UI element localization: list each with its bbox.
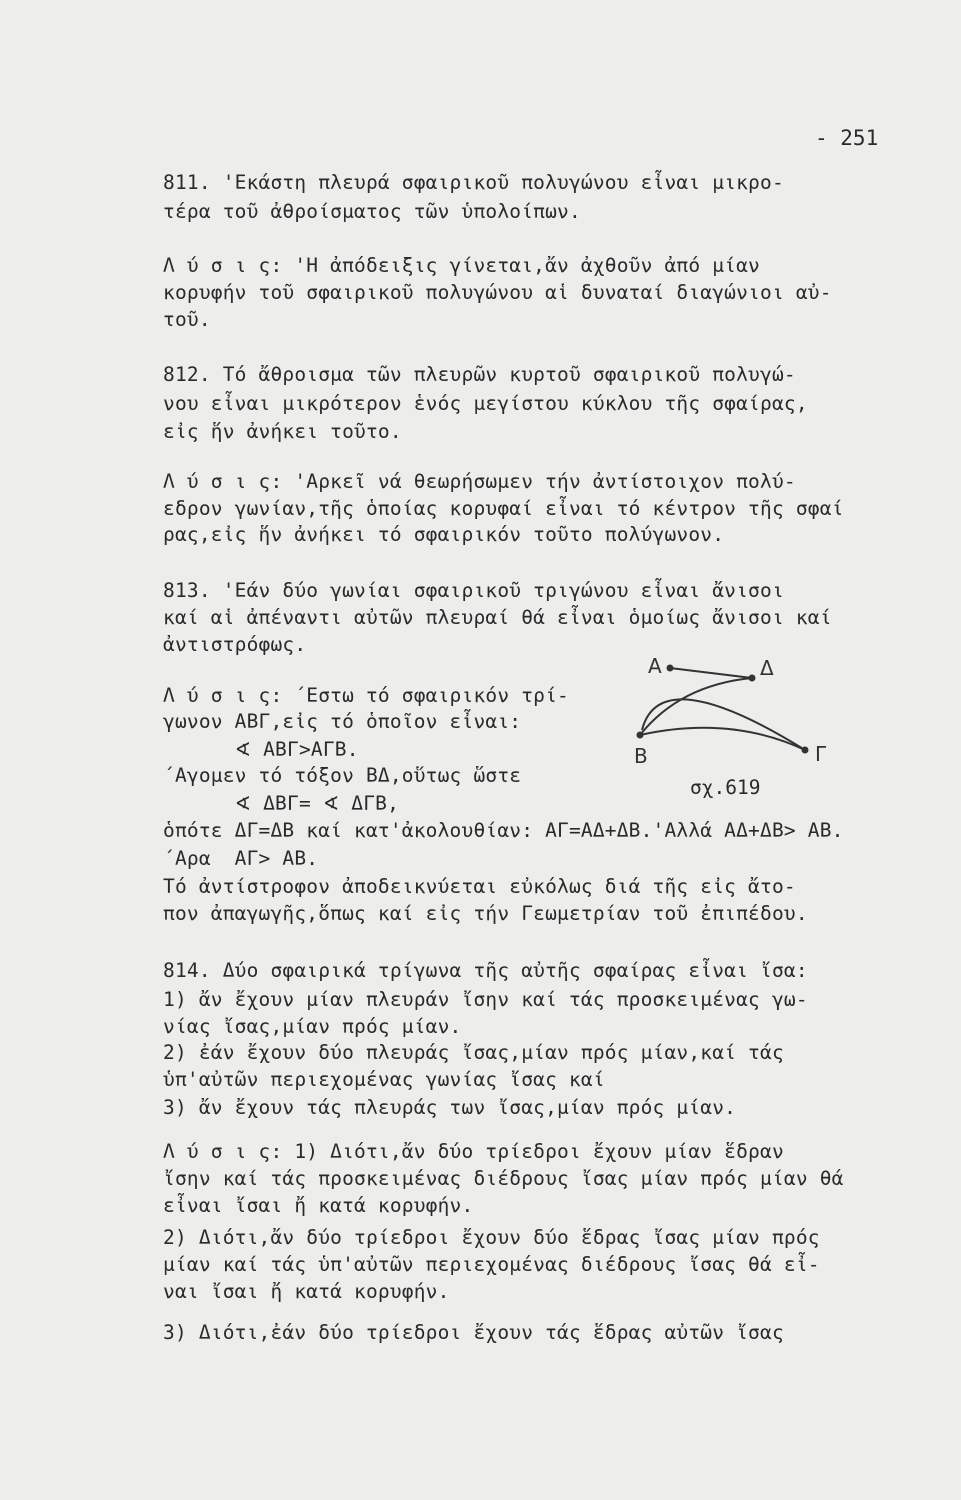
label-a: Α: [648, 655, 662, 678]
arc-bg: [640, 728, 805, 750]
text-line: εδρον γωνίαν,τῆς ὁποίας κορυφαί εἶναι τό κέντρον τῆς σφαί: [163, 497, 844, 520]
text-line: 1) ἄν ἔχουν μίαν πλευράν ἴσην καί τάς προσκειμένας γω-: [163, 988, 808, 1011]
label-b: Β: [634, 744, 648, 768]
text-line: τέρα τοῦ ἀθροίσματος τῶν ὑπολοίπων.: [163, 200, 581, 223]
text-line: Τό ἀντίστροφον ἀποδεικνύεται εὐκόλως διά τῆς εἰς ἄτο-: [163, 875, 796, 898]
text-line: 2) Διότι,ἄν δύο τρίεδροι ἔχουν δύο ἕδρας ἴσας μίαν πρός: [163, 1226, 820, 1249]
text-line: εἶναι ἴσαι ἤ κατά κορυφήν.: [163, 1194, 474, 1217]
text-line: Λ ύ σ ι ς: 'Η ἀπόδειξις γίνεται,ἄν ἀχθοῦν ἀπό μίαν: [163, 254, 760, 277]
text-line: ναι ἴσαι ἤ κατά κορυφήν.: [163, 1280, 450, 1303]
text-line: Λ ύ σ ι ς: 'Αρκεῖ νά θεωρήσωμεν τήν ἀντίστοιχον πολύ-: [163, 470, 796, 493]
text-line: ∢ ΑΒΓ>ΑΓΒ.: [163, 738, 359, 761]
text-line: γωνον ΑΒΓ,εἰς τό ὁποῖον εἶναι:: [163, 710, 522, 733]
text-line: ∢ ΔΒΓ= ∢ ΔΓΒ,: [163, 792, 400, 815]
text-line: ὑπ'αὐτῶν περιεχομένας γωνίας ἴσας καί: [163, 1068, 605, 1091]
text-line: 813. 'Εάν δύο γωνίαι σφαιρικοῦ τριγώνου εἶναι ἄνισοι: [163, 579, 784, 602]
text-line: ΄Αγομεν τό τόξον ΒΔ,οὕτως ὥστε: [163, 764, 522, 787]
text-line: νου εἶναι μικρότερον ἑνός μεγίστου κύκλου τῆς σφαίρας,: [163, 392, 808, 415]
figure-caption: σχ.619: [690, 776, 761, 799]
text-line: Λ ύ σ ι ς: ΄Εστω τό σφαιρικόν τρί-: [163, 684, 569, 707]
text-line: ρας,εἰς ἥν ἀνήκει τό σφαιρικόν τοῦτο πολύγωνον.: [163, 523, 725, 546]
text-line: ἴσην καί τάς προσκειμένας διέδρους ἴσας μίαν πρός μίαν θά: [163, 1167, 844, 1190]
text-line: ὁπότε ΔΓ=ΔΒ καί κατ'ἀκολουθίαν: ΑΓ=ΑΔ+ΔΒ.'Αλλά ΑΔ+ΔΒ> ΑΒ.: [163, 819, 844, 842]
point-a: [667, 665, 674, 672]
text-line: Λ ύ σ ι ς: 1) Διότι,ἄν δύο τρίεδροι ἔχουν μίαν ἕδραν: [163, 1140, 784, 1163]
text-line: μίαν καί τάς ὑπ'αὐτῶν περιεχομένας διέδρους ἴσας θά εἶ-: [163, 1253, 820, 1276]
text-line: 811. 'Εκάστη πλευρά σφαιρικοῦ πολυγώνου εἶναι μικρο-: [163, 171, 784, 194]
label-g: Γ: [815, 742, 827, 766]
label-d: Δ: [760, 656, 774, 680]
text-line: 812. Τό ἄθροισμα τῶν πλευρῶν κυρτοῦ σφαιρικοῦ πολυγώ-: [163, 363, 796, 386]
page-number: - 251: [815, 126, 879, 150]
spherical-triangle-figure: [620, 655, 860, 780]
text-line: νίας ἴσας,μίαν πρός μίαν.: [163, 1015, 462, 1038]
text-line: τοῦ.: [163, 308, 211, 331]
point-b: [637, 732, 644, 739]
point-d: [749, 675, 756, 682]
point-g: [802, 747, 809, 754]
text-line: ἀντιστρόφως.: [163, 633, 307, 656]
text-line: 814. Δύο σφαιρικά τρίγωνα τῆς αὐτῆς σφαίρας εἶναι ἴσα:: [163, 959, 808, 982]
text-line: 2) ἐάν ἔχουν δύο πλευράς ἴσας,μίαν πρός μίαν,καί τάς: [163, 1041, 784, 1064]
text-line: ΄Αρα ΑΓ> ΑΒ.: [163, 847, 319, 870]
arc-ad: [670, 668, 752, 678]
text-line: 3) Διότι,ἐάν δύο τρίεδροι ἔχουν τάς ἕδρας αὐτῶν ἴσας: [163, 1321, 784, 1344]
text-line: πον ἀπαγωγῆς,ὅπως καί εἰς τήν Γεωμετρίαν τοῦ ἐπιπέδου.: [163, 902, 808, 925]
text-line: 3) ἄν ἔχουν τάς πλευράς των ἴσας,μίαν πρός μίαν.: [163, 1096, 737, 1119]
text-line: εἰς ἥν ἀνήκει τοῦτο.: [163, 420, 402, 443]
text-line: καί αἱ ἀπέναντι αὐτῶν πλευραί θά εἶναι ὁμοίως ἄνισοι καί: [163, 606, 832, 629]
text-line: κορυφήν τοῦ σφαιρικοῦ πολυγώνου αἱ δυναταί διαγώνιοι αὐ-: [163, 281, 832, 304]
arc-ag: [642, 699, 805, 750]
